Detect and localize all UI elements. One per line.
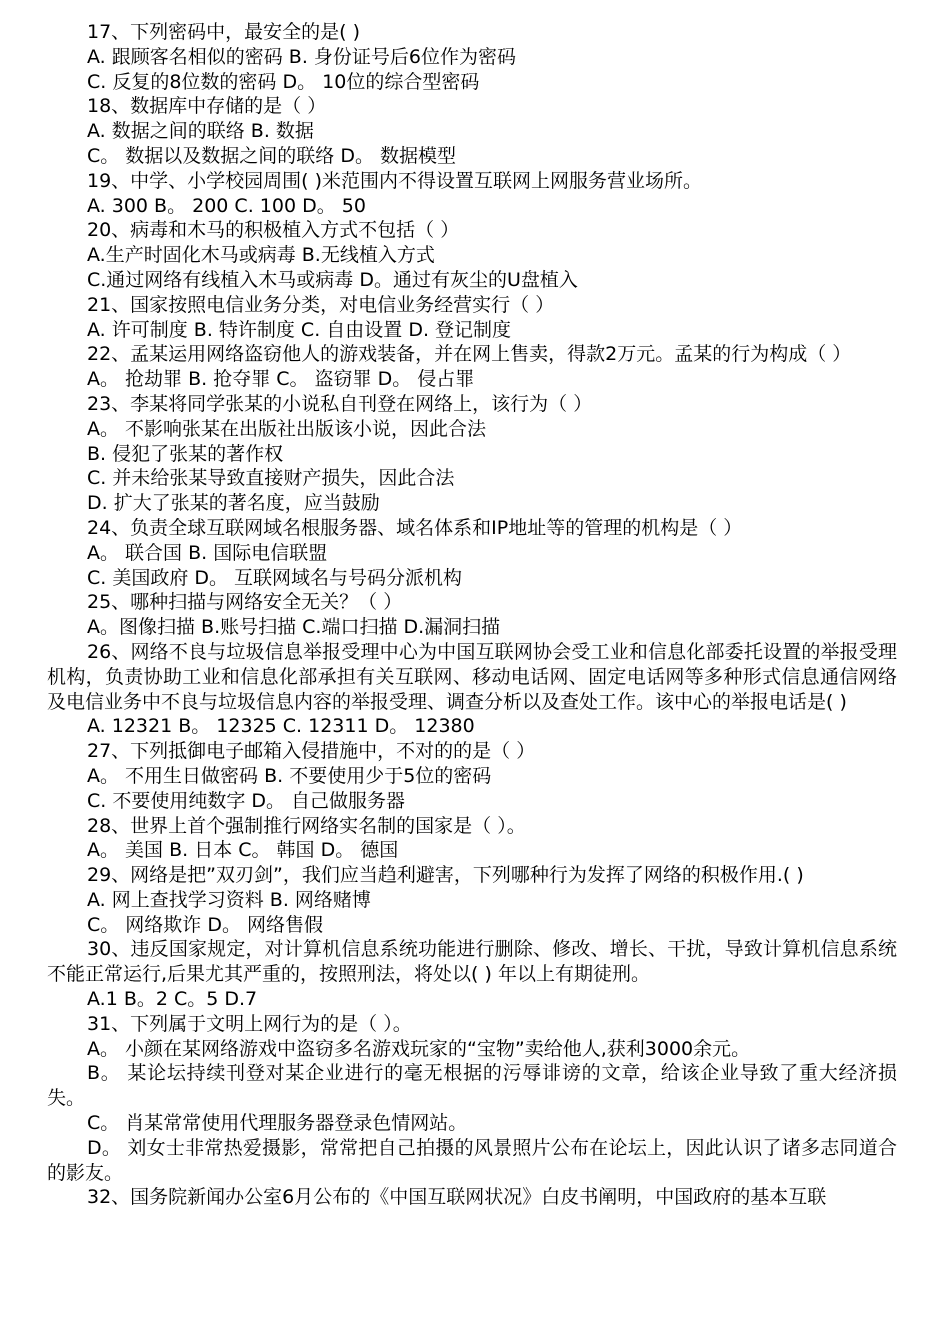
q27-stem: 27、下列抵御电子邮箱入侵措施中，不对的的是（ ） (87, 740, 536, 763)
q20-options-cd: C.通过网络有线植入木马或病毒 D。通过有灰尘的U盘植入 (87, 268, 578, 291)
q20-options-ab: A.生产时固化木马或病毒 B.无线植入方式 (87, 244, 435, 267)
q23-option-c: C. 并未给张某导致直接财产损失，因此合法 (87, 467, 455, 490)
q30-options: A.1 B。2 C。5 D.7 (87, 988, 258, 1011)
q18-options-cd: C。 数据以及数据之间的联络 D。 数据模型 (87, 144, 457, 167)
q29-stem: 29、网络是把”双刃剑”，我们应当趋利避害，下列哪种行为发挥了网络的积极作用.( ) (87, 864, 804, 887)
q25-options: A。图像扫描 B.账号扫描 C.端口扫描 D.漏洞扫描 (87, 616, 501, 639)
q30-stem: 30、违反国家规定，对计算机信息系统功能进行删除、修改、增长、干扰，导致计算机信息系统不能正常运行,后果尤其严重的，按照刑法，将处以( ) 年以上有期徒刑。 (47, 938, 897, 986)
q18-options-ab: A. 数据之间的联络 B. 数据 (87, 120, 314, 143)
q23-option-a: A。 不影响张某在出版社出版该小说，因此合法 (87, 417, 487, 440)
q22-options: A。 抢劫罪 B. 抢夺罪 C。 盗窃罪 D。 侵占罪 (87, 368, 475, 391)
q24-stem: 24、负责全球互联网域名根服务器、域名体系和IP地址等的管理的机构是（ ） (87, 516, 743, 539)
q21-stem: 21、国家按照电信业务分类，对电信业务经营实行（ ） (87, 293, 555, 316)
q27-options-ab: A。 不用生日做密码 B. 不要使用少于5位的密码 (87, 764, 492, 787)
q31-option-a: A。 小颜在某网络游戏中盗窃多名游戏玩家的“宝物”卖给他人,获利3000余元。 (87, 1037, 751, 1060)
q31-option-d: D。 刘女士非常热爱摄影，常常把自己拍摄的风景照片公布在论坛上，因此认识了诸多志同道合的影友。 (47, 1136, 897, 1184)
q31-option-b: B。 某论坛持续刊登对某企业进行的毫无根据的污辱诽谤的文章，给该企业导致了重大经济损失。 (47, 1062, 897, 1110)
q18-stem: 18、数据库中存储的是（ ） (87, 95, 327, 118)
q17-options-ab: A. 跟顾客名相似的密码 B. 身份证号后6位作为密码 (87, 45, 516, 68)
q29-options-cd: C。 网络欺诈 D。 网络售假 (87, 913, 324, 936)
q24-options-cd: C. 美国政府 D。 互联网域名与号码分派机构 (87, 566, 463, 589)
q26-stem: 26、网络不良与垃圾信息举报受理中心为中国互联网协会受工业和信息化部委托设置的举报受理机构，负责协助工业和信息化部承担有关互联网、移动电话网、固定电话网等多种形式信息通信网络及电信业务中不良与垃圾信息内容的举报受理、调查分析以及查处工作。该中心的举报电话是( ) (47, 640, 897, 713)
q26-options: A. 12321 B。 12325 C. 12311 D。 12380 (87, 715, 475, 738)
q32-stem: 32、国务院新闻办公室6月公布的《中国互联网状况》白皮书阐明，中国政府的基本互联 (87, 1186, 827, 1209)
q25-stem: 25、哪种扫描与网络安全无关？（ ） (87, 591, 403, 614)
q20-stem: 20、病毒和木马的积极植入方式不包括（ ） (87, 219, 460, 242)
q23-option-d: D. 扩大了张某的著名度，应当鼓励 (87, 492, 380, 515)
q28-options: A。 美国 B. 日本 C。 韩国 D。 德国 (87, 839, 399, 862)
q17-options-cd: C. 反复的8位数的密码 D。 10位的综合型密码 (87, 70, 480, 93)
q24-options-ab: A。 联合国 B. 国际电信联盟 (87, 541, 328, 564)
q17-stem: 17、下列密码中，最安全的是( ) (87, 21, 361, 43)
q31-stem: 31、下列属于文明上网行为的是（ ）。 (87, 1012, 412, 1035)
q22-stem: 22、孟某运用网络盗窃他人的游戏装备，并在网上售卖，得款2万元。孟某的行为构成（ ） (87, 343, 852, 366)
q19-options: A. 300 B。 200 C. 100 D。 50 (87, 194, 366, 217)
q21-options: A. 许可制度 B. 特许制度 C. 自由设置 D. 登记制度 (87, 318, 512, 341)
q29-options-ab: A. 网上查找学习资料 B. 网络赌博 (87, 888, 371, 911)
q23-option-b: B. 侵犯了张某的著作权 (87, 442, 284, 465)
q31-option-c: C。 肖某常常使用代理服务器登录色情网站。 (87, 1112, 468, 1135)
q28-stem: 28、世界上首个强制推行网络实名制的国家是（ ）。 (87, 814, 526, 837)
q27-options-cd: C. 不要使用纯数字 D。 自己做服务器 (87, 789, 406, 812)
q23-stem: 23、李某将同学张某的小说私自刊登在网络上，该行为（ ） (87, 392, 593, 415)
q19-stem: 19、中学、小学校园周围( )米范围内不得设置互联网上网服务营业场所。 (87, 169, 703, 192)
document-page (47, 20, 897, 1210)
